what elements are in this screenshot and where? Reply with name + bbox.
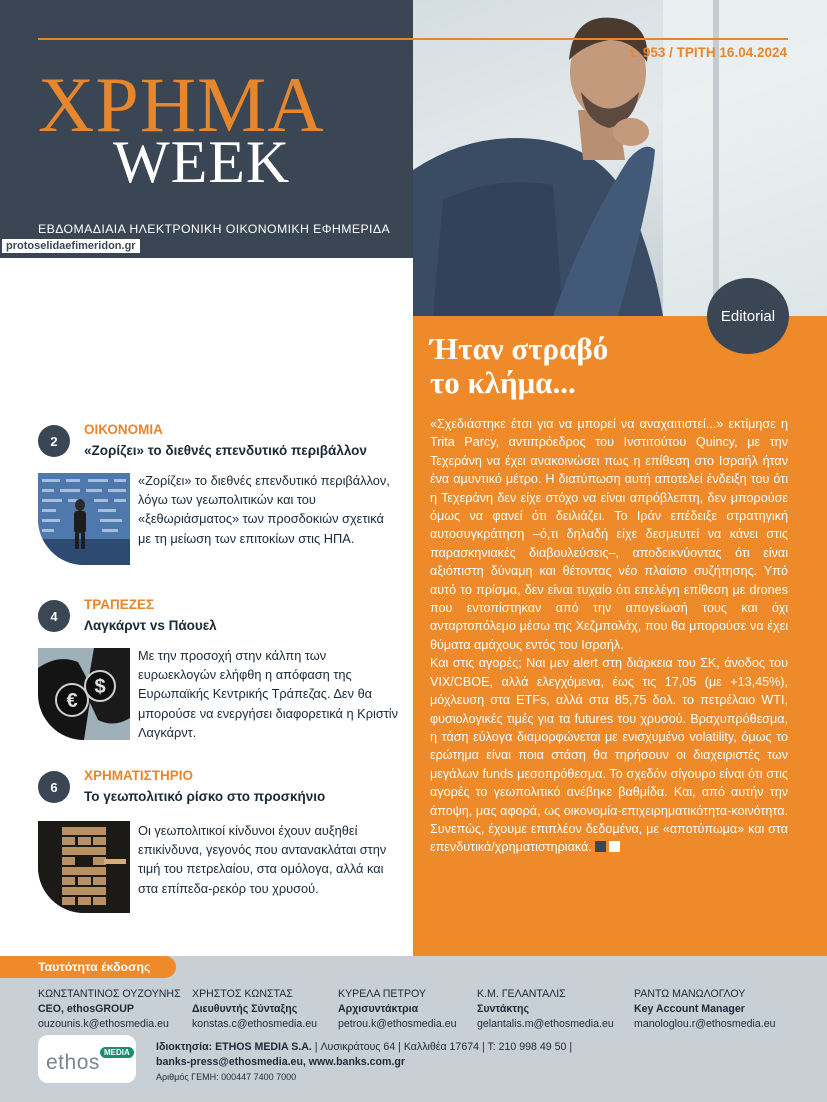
company-address: | Λυσικράτους 64 | Καλλιθέα 17674 | Τ: 210 998 49 50 | xyxy=(311,1041,573,1053)
staff-member xyxy=(477,987,614,1032)
end-mark-icon xyxy=(609,841,620,852)
company-line xyxy=(156,1040,572,1055)
company-emails-link[interactable]: banks-press@ethosmedia.eu, www.banks.com.gr xyxy=(156,1056,405,1068)
page-number-badge: 4 xyxy=(38,600,70,632)
staff-name: ΚΩΝΣΤΑΝΤΙΝΟΣ ΟΥΖΟΥΝΗΣ xyxy=(38,988,181,1000)
company-label: Ιδιοκτησία: xyxy=(156,1041,213,1053)
tagline: ΕΒΔΟΜΑΔΙΑΙΑ ΗΛΕΚΤΡΟΝΙΚΗ ΟΙΚΟΝΟΜΙΚΗ ΕΦΗΜΕΡΙΔΑ xyxy=(38,222,391,236)
staff-member xyxy=(192,987,317,1032)
staff-email-link[interactable]: konstas.c@ethosmedia.eu xyxy=(192,1018,317,1030)
editorial-paragraph-text: Και στις αγορές; Ναι μεν alert στη διάρκεια του ΣΚ, άνοδος του VIX/CBOE, αλλά ελεγχόμενα, έως τις 17,05 (με +13,45%), μόχλευση στα ETFs, αλλά στα 85,75 δολ. το πετρέλαιο WTI, φυσιολογικές τιμές για τα futures του χρυσού. Βραχυπρόθεσμα, η τάση εύλογα διαμορφώνεται με ενισχυμένο volatility, όμως το ερώτημα είναι ποια στάση θα τηρήσουν οι διαχειριστές των μεγάλων funds μεσοπρόθεσμα. Το σχεδόν σίγουρο είναι ότι στις αγορές το γεωπολιτικό ανέβηκε βαθμίδα. Και, από αυτήν την άποψη, μας αφορά, ως οικονομία-επιχειρηματικότητα-κοινότητα. Συνεπώς, έχουμε επιπλέον δεδομένα, με «αποτύπωμα» και στα επενδυτικά/χρηματιστηριακά. xyxy=(430,656,788,855)
page-number-badge: 2 xyxy=(38,425,70,457)
end-mark-icon xyxy=(595,841,606,852)
article-thumbnail xyxy=(38,648,130,740)
euro-dollar-image xyxy=(38,648,130,740)
section-label: ΤΡΑΠΕΖΕΣ xyxy=(84,597,155,612)
stock-board-image xyxy=(38,473,130,565)
editorial-paragraph xyxy=(430,654,788,856)
staff-email-link[interactable]: petrou.k@ethosmedia.eu xyxy=(338,1018,457,1030)
footer-tab: Ταυτότητα έκδοσης xyxy=(0,956,176,978)
logo-badge: MEDIA xyxy=(100,1047,134,1058)
staff-email-link[interactable]: gelantalis.m@ethosmedia.eu xyxy=(477,1018,614,1030)
staff-name: ΚΥΡΕΛΑ ΠΕΤΡΟΥ xyxy=(338,988,426,1000)
staff-role: Διευθυντής Σύνταξης xyxy=(192,1003,298,1015)
article-thumbnail xyxy=(38,473,130,565)
editorial-paragraph: «Σχεδιάστηκε έτσι για να μπορεί να αναχαιτιστεί...» εκτίμησε η Trita Parcy, αντιπρόεδρος του Ινστιτούτου Quincy, με την Τεχεράνη να έχει ανακοινώσει πως η επίθεση στο Ισραήλ ήταν ένα αμυντικό μέτρο. Η διατύπωση αυτή αποτελεί ένδειξη του ότι η Τεχεράνη δεν είχε στόχο να είναι απρόβλεπτη, δεν μπορούσε όμως να φανεί ότι δειλιάζει. Το Ιράν επέδειξε στρατηγική αυτοσυγκράτηση –ό,τι δηλαδή είχε δεσμευτεί να κάνει στις παρασκηνιακές διαβουλεύσεις–, αποδεικνύοντας ότι είναι αξιόπιστη δύναμη και θέτοντας νέο πλαίσιο συζήτησης. Υπό αυτό το πρίσμα, δεν είναι τυχαίο ότι επελέγη επίθεση με drones που εντοπίστηκαν από την απογείωσή τους και όχι ανταρτοπόλεμο μέσω της Χεζμπολάχ, που θα μπορούσε να έχει θύματα αμάχους εντός του Ισραήλ. xyxy=(430,417,788,652)
watermark-link[interactable]: protoselidaefimeridon.gr xyxy=(2,239,140,253)
jenga-tower-image xyxy=(38,821,130,913)
masthead-rule xyxy=(38,38,788,40)
staff-email-link[interactable]: ouzounis.k@ethosmedia.eu xyxy=(38,1018,169,1030)
logo-xrima: ΧΡΗΜΑ xyxy=(38,61,325,148)
article-thumbnail xyxy=(38,821,130,913)
staff-email-link[interactable]: manologlou.r@ethosmedia.eu xyxy=(634,1018,776,1030)
article-summary: Οι γεωπολιτικοί κίνδυνοι έχουν αυξηθεί επικίνδυνα, γεγονός που αντανακλάται στην τιμή του πετρελαίου, στα ομόλογα, αλλά και στα επίπεδα-ρεκόρ του χρυσού. xyxy=(138,823,387,896)
article-headline[interactable]: «Ζορίζει» το διεθνές επενδυτικό περιβάλλον xyxy=(84,443,367,458)
ethos-media-logo[interactable] xyxy=(38,1035,136,1083)
editorial-body xyxy=(430,415,788,857)
staff-role: Key Account Manager xyxy=(634,1003,745,1015)
editorial-title xyxy=(430,332,700,400)
article-headline[interactable]: Το γεωπολιτικό ρίσκο στο προσκήνιο xyxy=(84,789,326,804)
article-headline[interactable]: Λαγκάρντ vs Πάουελ xyxy=(84,618,217,633)
staff-name: ΧΡΗΣΤΟΣ ΚΩΝΣΤΑΣ xyxy=(192,988,293,1000)
editorial-title-line2: το κλήμα... xyxy=(430,365,576,400)
issue-date: τ. 953 / ΤΡΙΤΗ 16.04.2024 xyxy=(629,45,787,60)
logo-word: ethos xyxy=(46,1051,100,1074)
article-summary: «Ζορίζει» το διεθνές επενδυτικό περιβάλλον, λόγω των γεωπολιτικών και του «ξεθωριάσματος» των προσδοκιών σχετικά με τη μείωση των επιτοκίων στις ΗΠΑ. xyxy=(138,473,390,546)
staff-role: Συντάκτης xyxy=(477,1003,529,1015)
staff-name: ΡΑΝΤΩ ΜΑΝΩΛΟΓΛΟΥ xyxy=(634,988,746,1000)
staff-role: Αρχισυντάκτρια xyxy=(338,1003,419,1015)
staff-member xyxy=(338,987,457,1032)
euro-glyph: € xyxy=(66,690,78,712)
company-info xyxy=(156,1040,572,1085)
section-label: ΧΡΗΜΑΤΙΣΤΗΡΙΟ xyxy=(84,768,193,783)
company-name: ETHOS MEDIA S.A. xyxy=(215,1041,312,1053)
staff-role: CEO, ethosGROUP xyxy=(38,1003,134,1015)
logo-week: WEEK xyxy=(113,129,291,195)
editorial-badge: Editorial xyxy=(707,278,789,354)
staff-member xyxy=(634,987,776,1032)
gemi-number: Αριθμός ΓΕΜΗ: 000447 7400 7000 xyxy=(156,1072,297,1082)
page-number-badge: 6 xyxy=(38,771,70,803)
staff-member xyxy=(38,987,181,1032)
dollar-glyph: $ xyxy=(94,676,106,698)
article-summary: Με την προσοχή στην κάλπη των ευρωεκλογών ελήφθη η απόφαση της Ευρωπαϊκής Κεντρικής Τράπεζας. Δεν θα μπορούσε να ενεργήσει διαφορετικά η Κριστίν Λαγκάρντ. xyxy=(138,648,399,740)
staff-name: Κ.Μ. ΓΕΛΑΝΤΑΛΙΣ xyxy=(477,988,566,1000)
editorial-title-line1: Ήταν στραβό xyxy=(430,331,609,366)
section-label: ΟΙΚΟΝΟΜΙΑ xyxy=(84,422,163,437)
